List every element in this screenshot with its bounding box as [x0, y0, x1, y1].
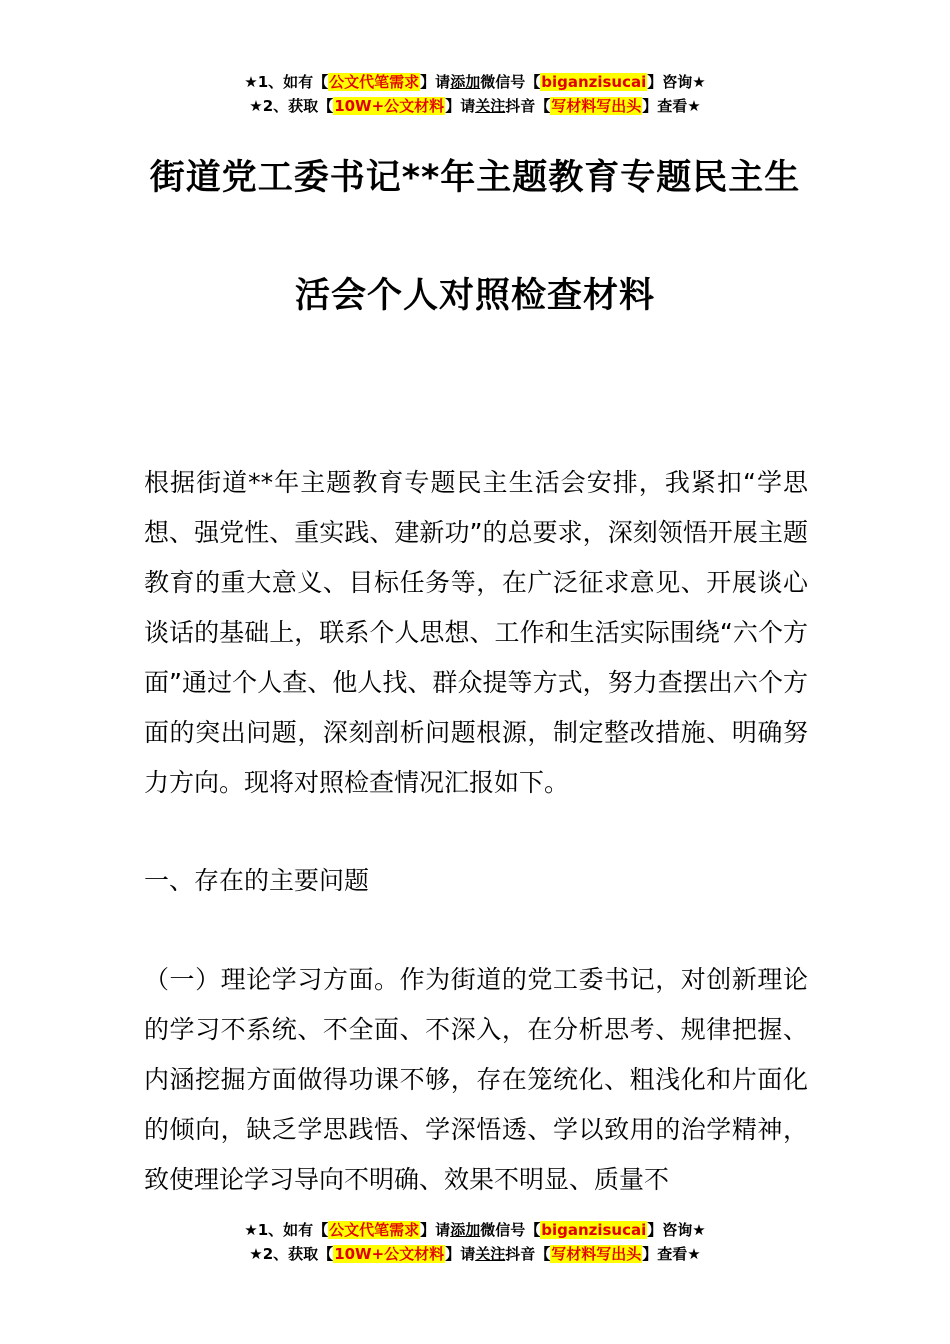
- promo-text: 】请: [445, 97, 476, 115]
- promo-banner-top: [0, 70, 950, 118]
- promo-underlined-text: 关注: [475, 97, 506, 115]
- promo-underlined-text: 关注: [475, 1245, 506, 1263]
- body-paragraph: （一）理论学习方面。作为街道的党工委书记，对创新理论的学习不系统、不全面、不深入，在分析思考、规律把握、内涵挖掘方面做得功课不够，存在笼统化、粗浅化和片面化的倾向，缺乏学思践悟、学深悟透、学以致用的治学精神，致使理论学习导向不明确、效果不明显、质量不: [144, 965, 808, 1194]
- document-title-line-1: 街道党工委书记**年主题教育专题民主生: [149, 158, 801, 198]
- promo-underlined-text: 添加: [450, 73, 481, 91]
- promo-line-2: [0, 1242, 950, 1266]
- promo-text: 】请: [420, 1221, 451, 1239]
- section-heading: 一、存在的主要问题: [144, 866, 370, 895]
- promo-line-1: [0, 1218, 950, 1242]
- promo-text: 微信号【: [480, 73, 541, 91]
- promo-text: 】查看★: [642, 1245, 701, 1263]
- promo-text: ★2、获取【: [249, 1245, 334, 1263]
- intro-paragraph: 根据街道**年主题教育专题民主生活会安排，我紧扣“学思想、强党性、重实践、建新功”的总要求，深刻领悟开展主题教育的重大意义、目标任务等，在广泛征求意见、开展谈心谈话的基础上，联系个人思想、工作和生活实际围绕“六个方面”通过个人查、他人找、群众提等方式，努力查摆出六个方面的突出问题，深刻剖析问题根源，制定整改措施、明确努力方向。现将对照检查情况汇报如下。: [144, 468, 808, 797]
- promo-highlight: biganzisucai: [541, 73, 647, 91]
- promo-highlight: 写材料写出头: [551, 97, 642, 115]
- promo-text: ★1、如有【: [244, 1221, 329, 1239]
- promo-text: 微信号【: [480, 1221, 541, 1239]
- promo-line-2: [0, 94, 950, 118]
- promo-highlight: 公文代笔需求: [329, 73, 420, 91]
- promo-text: 】请: [445, 1245, 476, 1263]
- promo-text: 抖音【: [505, 97, 551, 115]
- promo-text: 】咨询★: [647, 1221, 706, 1239]
- promo-text: 】咨询★: [647, 73, 706, 91]
- promo-text: 】查看★: [642, 97, 701, 115]
- promo-highlight: biganzisucai: [541, 1221, 647, 1239]
- promo-highlight: 10W+公文材料: [334, 97, 445, 115]
- promo-highlight: 写材料写出头: [551, 1245, 642, 1263]
- document-title-line-2: 活会个人对照检查材料: [294, 276, 655, 316]
- promo-highlight: 公文代笔需求: [329, 1221, 420, 1239]
- promo-text: ★1、如有【: [244, 73, 329, 91]
- promo-underlined-text: 添加: [450, 1221, 481, 1239]
- promo-line-1: [0, 70, 950, 94]
- promo-text: 抖音【: [505, 1245, 551, 1263]
- promo-banner-bottom: [0, 1218, 950, 1266]
- promo-highlight: 10W+公文材料: [334, 1245, 445, 1263]
- promo-text: 】请: [420, 73, 451, 91]
- promo-text: ★2、获取【: [249, 97, 334, 115]
